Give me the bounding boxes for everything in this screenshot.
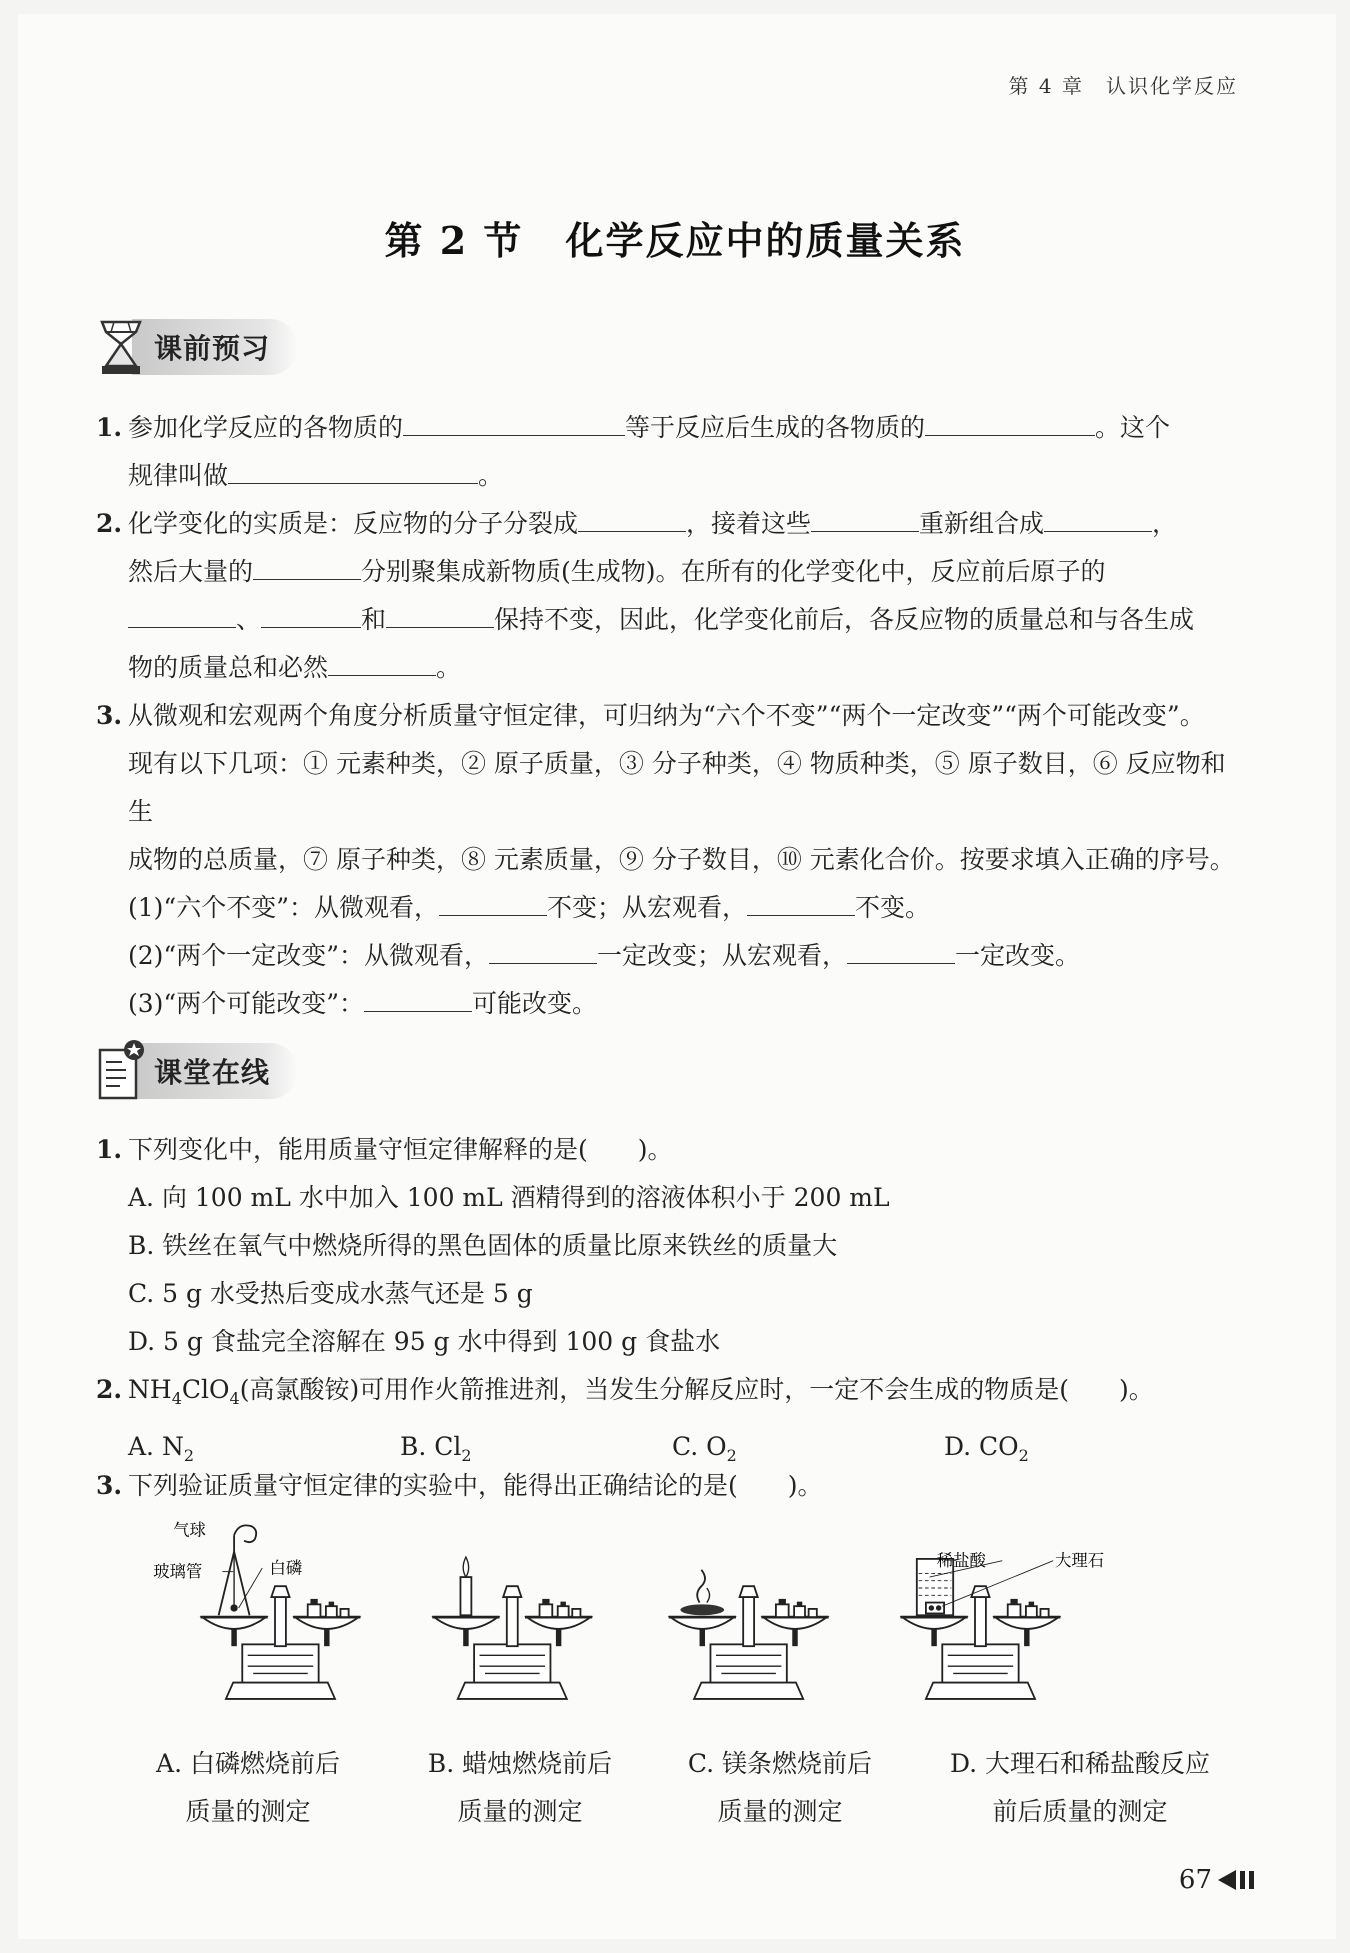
balance-d-marble-hcl	[900, 1559, 1060, 1699]
answer-blank[interactable]	[811, 503, 919, 532]
option-b[interactable]: B. 铁丝在氧气中燃烧所得的黑色固体的质量比原来铁丝的质量大	[128, 1231, 838, 1260]
class-question-2: 2. $NH_4ClO_4$(高氯酸铵)可用作火箭推进剂，当发生分解反应时，一定不会生成的物质是( )。 A. $N_2$ B. $Cl_2$ C. $O_2$ D. $CO_2$	[96, 1366, 1250, 1480]
caption-c: C. 镁条燃烧前后 质量的测定	[687, 1749, 873, 1826]
option-b[interactable]: B. $Cl_2$	[400, 1432, 472, 1465]
option-d[interactable]: D. 5 g 食盐完全溶解在 95 g 水中得到 100 g 食盐水	[128, 1327, 721, 1356]
section-title	[0, 210, 1350, 265]
answer-blank[interactable]	[364, 983, 472, 1012]
answer-blank[interactable]	[253, 551, 361, 580]
preview-banner	[96, 312, 298, 382]
answer-blank[interactable]	[328, 647, 436, 676]
answer-blank[interactable]	[386, 599, 494, 628]
answer-blank[interactable]	[128, 599, 236, 628]
section-name: 化学反应中的质量关系	[565, 218, 966, 263]
preview-question-2: 2. 化学变化的实质是：反应物的分子分裂成 ，接着这些 重新组合成 ， 然后大量的 分别聚集成新物质(生成物)。在所有的化学变化中，反应前后原子的 、 和 保持不变，因此，化学变化前后，各反应物的质量总和与各生成 物的质量总和必然 。	[96, 500, 1250, 692]
label-marble: 大理石	[1055, 1551, 1105, 1571]
label-white-phosphorus: 白磷	[269, 1558, 303, 1578]
caption-d: D. 大理石和稀盐酸反应 前后质量的测定	[949, 1749, 1211, 1826]
caption-b: B. 蜡烛燃烧前后 质量的测定	[427, 1749, 613, 1826]
preview-question-1: 1. 参加化学反应的各物质的 等于反应后生成的各物质的 。这个 规律叫做 。	[96, 404, 1250, 500]
answer-blank[interactable]	[228, 455, 478, 484]
option-c[interactable]: C. 5 g 水受热后变成水蒸气还是 5 g	[128, 1279, 533, 1308]
label-balloon: 气球	[173, 1520, 206, 1540]
class-heading: 课堂在线	[132, 1043, 298, 1099]
answer-blank[interactable]	[747, 887, 855, 916]
answer-blank[interactable]	[925, 407, 1095, 436]
answer-blank[interactable]	[489, 935, 597, 964]
notebook-star-icon	[96, 1038, 146, 1104]
answer-blank[interactable]	[439, 887, 547, 916]
balance-experiments-figure	[110, 1508, 1260, 1708]
option-a[interactable]: A. 向 100 mL 水中加入 100 mL 酒精得到的溶液体积小于 200 mL	[128, 1183, 890, 1212]
option-c[interactable]: C. $O_2$	[672, 1432, 737, 1465]
answer-blank[interactable]	[403, 407, 625, 436]
page-number: 67	[1179, 1865, 1258, 1895]
preview-question-3: 3. 从微观和宏观两个角度分析质量守恒定律，可归纳为“六个不变”“两个一定改变”“两个可能改变”。 现有以下几项：① 元素种类，② 原子质量，③ 分子种类，④ 物质种类，⑤ 原子数目，⑥ 反应物和生 成物的总质量，⑦ 原子种类，⑧ 元素质量，⑨ 分子数目，⑩ 元素化合价。按要求填入正确的序号。 (1)“六个不变”：从微观看， 不变；从宏观看， 不变。 (2)“两个一定改变”：从微观看， 一定改变；从宏观看， 一定改变。 (3)“两个可能改变”： 可能改变。	[96, 701, 1235, 1018]
section-number: 第 2 节	[384, 218, 524, 263]
preview-heading: 课前预习	[132, 319, 298, 375]
class-question-3: 3. 下列验证质量守恒定律的实验中，能得出正确结论的是( )。	[96, 1471, 823, 1500]
answer-blank[interactable]	[1044, 503, 1152, 532]
running-head	[1009, 70, 1238, 99]
class-question-1: 1. 下列变化中，能用质量守恒定律解释的是( )。 A. 向 100 mL 水中加入 100 mL 酒精得到的溶液体积小于 200 mL B. 铁丝在氧气中燃烧所得的黑色固体的质量比原来铁丝的质量大 C. 5 g 水受热后变成水蒸气还是 5 g D. 5 g 食盐完全溶解在 95 g 水中得到 100 g 食盐水	[96, 1126, 1250, 1366]
page-arrow-icon	[1218, 1869, 1258, 1891]
answer-blank[interactable]	[261, 599, 361, 628]
balance-c-magnesium	[669, 1570, 829, 1699]
chapter-title: 认识化学反应	[1106, 74, 1238, 98]
caption-a: A. 白磷燃烧前后 质量的测定	[156, 1749, 340, 1826]
class-banner	[96, 1036, 298, 1106]
balance-b-candle	[432, 1557, 592, 1699]
answer-blank[interactable]	[847, 935, 955, 964]
label-dilute-hcl: 稀盐酸	[936, 1551, 986, 1571]
answer-blank[interactable]	[578, 503, 686, 532]
option-a[interactable]: A. $N_2$	[128, 1432, 195, 1465]
option-d[interactable]: D. $CO_2$	[944, 1432, 1029, 1465]
hourglass-diamond-icon	[96, 314, 146, 380]
balance-a-white-phosphorus	[200, 1525, 360, 1699]
chapter-number: 第 4 章	[1008, 74, 1084, 98]
label-glass-tube: 玻璃管	[153, 1562, 203, 1582]
